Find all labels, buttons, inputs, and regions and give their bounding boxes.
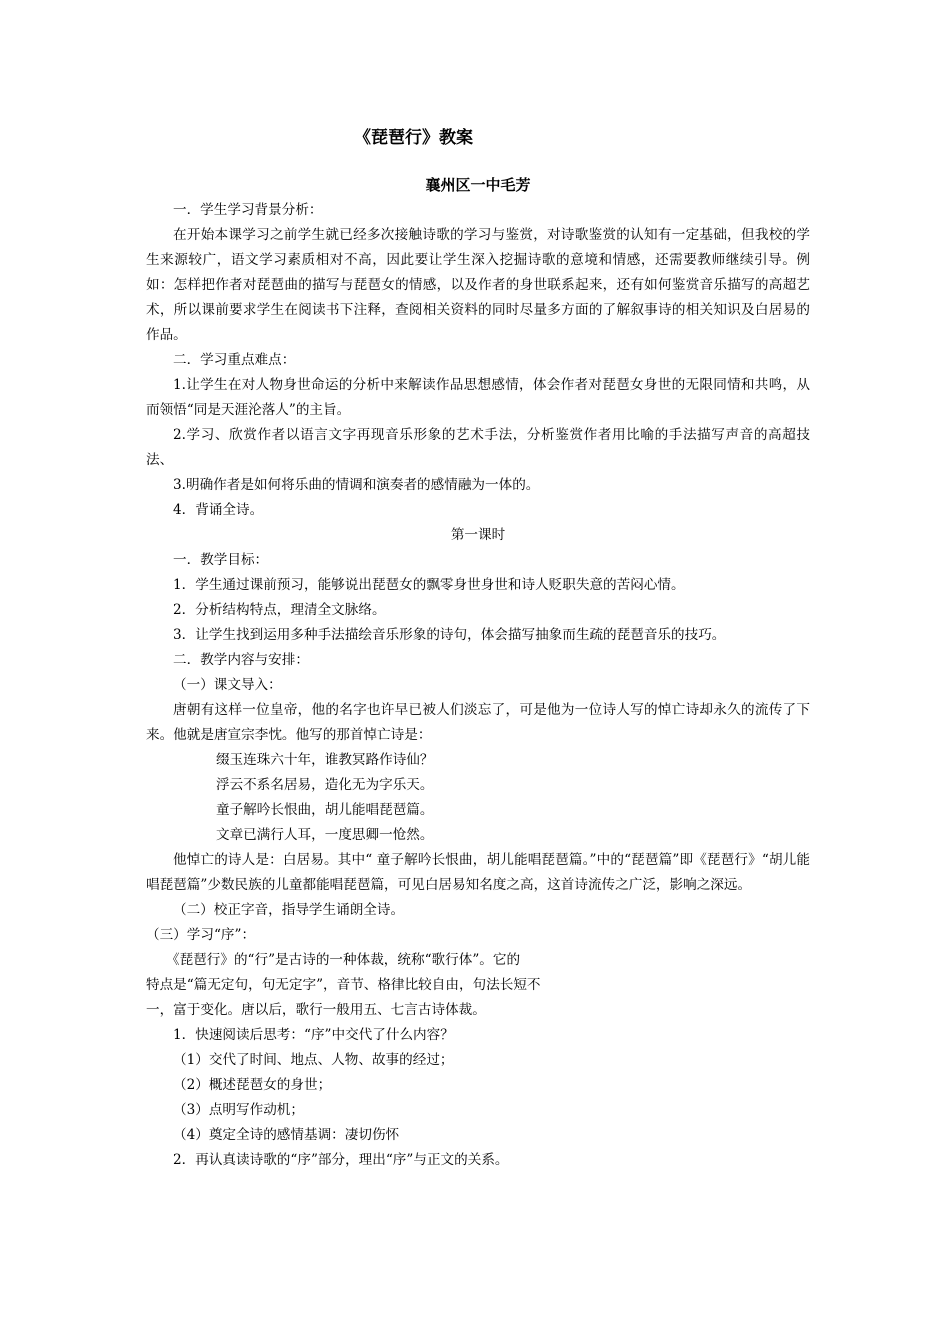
lesson-heading: 第一课时 — [450, 527, 506, 543]
list-item: 3.明确作者是如何将乐曲的情调和演奏者的感情融为一体的。 — [173, 477, 540, 493]
list-item: 2.学习、欣赏作者以语言文字再现音乐形象的艺术手法，分析鉴赏作者用比喻的手法描写声音的高超技法、 — [146, 427, 810, 468]
subsection-heading: （一）课文导入： — [173, 677, 282, 693]
list-item: （4）奠定全诗的感情基调：凄切伤怀 — [173, 1127, 400, 1143]
poem-line: 童子解吟长恨曲，胡儿能唱琵琶篇。 — [216, 802, 434, 818]
list-item: 4．背诵全诗。 — [173, 502, 264, 518]
list-item: （2）概述琵琶女的身世； — [173, 1077, 332, 1093]
subsection-heading: （二）校正字音，指导学生诵朗全诗。 — [173, 902, 405, 918]
document-author: 襄州区一中毛芳 — [425, 176, 531, 194]
subsection-heading: （三）学习“序”： — [146, 927, 256, 943]
list-item: （3）点明写作动机； — [173, 1102, 304, 1118]
list-item: 1．快速阅读后思考：“序”中交代了什么内容？ — [173, 1027, 454, 1043]
paragraph: 唐朝有这样一位皇帝，他的名字也许早已被人们淡忘了，可是他为一位诗人写的悼亡诗却永久的流传了下来。他就是唐宣宗李忱。他写的那首悼亡诗是： — [146, 702, 810, 743]
paragraph: 他悼亡的诗人是：白居易。其中“ 童子解吟长恨曲，胡儿能唱琵琶篇。”中的“琵琶篇”即《琵琶行》“胡儿能唱琵琶篇”少数民族的儿童都能唱琵琶篇，可见白居易知名度之高，这首诗流传之广泛，影响之深远。 — [146, 852, 810, 893]
paragraph-line: 一，富于变化。唐以后，歌行一般用五、七言古诗体裁。 — [146, 1002, 486, 1018]
poem-line: 文章已满行人耳，一度思卿一怆然。 — [216, 827, 434, 843]
section-heading: 一．教学目标： — [173, 552, 269, 568]
document-title: 《琵琶行》教案 — [354, 128, 473, 148]
list-item: 1．学生通过课前预习，能够说出琵琶女的飘零身世身世和诗人贬职失意的苦闷心情。 — [173, 577, 685, 593]
section-heading: 二．教学内容与安排： — [173, 652, 309, 668]
list-item: 2．再认真读诗歌的“序”部分，理出“序”与正文的关系。 — [173, 1152, 509, 1168]
section-heading: 一．学生学习背景分析： — [173, 202, 323, 218]
paragraph: 在开始本课学习之前学生就已经多次接触诗歌的学习与鉴赏，对诗歌鉴赏的认知有一定基础，但我校的学生来源较广，语文学习素质相对不高，因此要让学生深入挖掘诗歌的意境和情感，还需要教师继续引导。例如：怎样把作者对琵琶曲的描写与琵琶女的情感，以及作者的身世联系起来，还有如何鉴赏音乐描写的高超艺术，所以课前要求学生在阅读书下注释，查阅相关资料的同时尽量多方面的了解叙事诗的相关知识及白居易的作品。 — [146, 227, 810, 343]
poem-line: 缀玉连珠六十年，谁教冥路作诗仙？ — [216, 752, 434, 768]
paragraph-line: 《琵琶行》的“行”是古诗的一种体裁，统称“歌行体”。它的 — [166, 952, 521, 968]
list-item: 3．让学生找到运用多种手法描绘音乐形象的诗句，体会描写抽象而生疏的琵琶音乐的技巧。 — [173, 627, 726, 643]
list-item: 1.让学生在对人物身世命运的分析中来解读作品思想感情，体会作者对琵琶女身世的无限同情和共鸣，从而领悟“同是天涯沦落人”的主旨。 — [146, 377, 810, 418]
list-item: 2．分析结构特点，理清全文脉络。 — [173, 602, 386, 618]
document-body — [146, 120, 810, 1173]
list-item: （1）交代了时间、地点、人物、故事的经过； — [173, 1052, 454, 1068]
section-heading: 二．学习重点难点： — [173, 352, 296, 368]
poem-line: 浮云不系名居易，造化无为字乐天。 — [216, 777, 434, 793]
paragraph-line: 特点是“篇无定句，句无定字”，音节、格律比较自由，句法长短不 — [146, 977, 541, 993]
